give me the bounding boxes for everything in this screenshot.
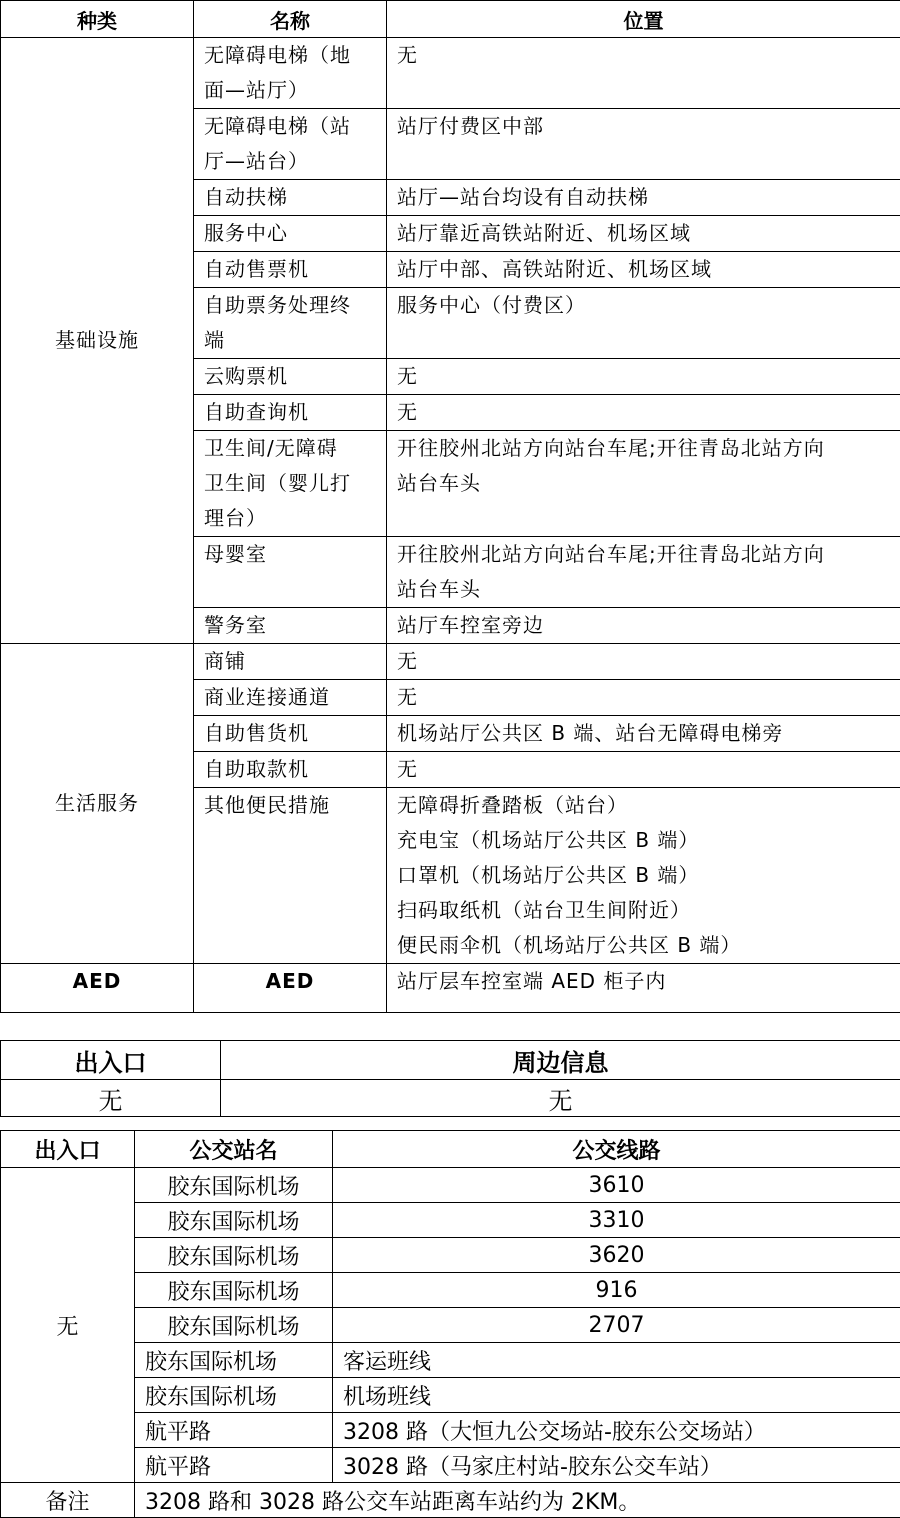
table-row [1,1413,900,1448]
aed-name: AED [194,964,387,1013]
table-row [1,1238,900,1273]
bus-stop-cell: 航平路 [135,1448,333,1483]
bus-stop-cell: 胶东国际机场 [135,1238,333,1273]
facility-name-cell [194,644,387,680]
aed-category: AED [1,964,194,1013]
facility-name: 商铺 [204,644,376,679]
facility-location: 口罩机（机场站厅公共区 B 端） [397,858,890,893]
exit-value: 无 [1,1080,221,1117]
facility-name-cell [194,431,387,537]
facility-location: 无 [397,644,890,679]
facility-name-cell [194,252,387,288]
bus-exit-cell: 无 [1,1168,135,1483]
facility-name: 自动扶梯 [204,180,376,215]
facility-name-cell [194,395,387,431]
note-label: 备注 [1,1483,135,1518]
facility-location: 无 [397,680,890,715]
facility-location: 开往胶州北站方向站台车尾;开往青岛北站方向 [397,431,890,466]
bus-route-cell: 3208 路（大恒九公交场站-胶东公交场站） [333,1413,900,1448]
header-location: 位置 [387,1,900,38]
facility-location: 站厅靠近高铁站附近、机场区域 [397,216,890,251]
header-name: 名称 [194,1,387,38]
header-bus-exit: 出入口 [1,1131,135,1168]
bus-route-cell: 3310 [333,1203,900,1238]
facility-name: 自助取款机 [204,752,376,787]
facility-location: 充电宝（机场站厅公共区 B 端） [397,823,890,858]
facility-location: 无障碍折叠踏板（站台） [397,788,890,823]
header-exit: 出入口 [1,1041,221,1080]
facility-location: 无 [397,38,890,73]
bus-route-cell: 916 [333,1273,900,1308]
aed-location: 站厅层车控室端 AED 柜子内 [387,964,900,1013]
facility-name: 无障碍电梯（站 [204,109,376,144]
facility-location: 站厅中部、高铁站附近、机场区域 [397,252,890,287]
facility-name-cell [194,680,387,716]
facility-name-cell [194,288,387,359]
facility-name-cell [194,608,387,644]
facility-location-cell [387,680,900,716]
surroundings-value: 无 [221,1080,900,1117]
facility-location: 机场站厅公共区 B 端、站台无障碍电梯旁 [397,716,890,751]
bus-stop-cell: 胶东国际机场 [135,1308,333,1343]
facility-location-cell [387,608,900,644]
facility-location: 开往胶州北站方向站台车尾;开往青岛北站方向 [397,537,890,572]
table-row [1,1343,900,1378]
facility-name: 端 [204,323,376,358]
facility-name: 面—站厅） [204,73,376,108]
table-row [1,1273,900,1308]
facility-location: 站厅车控室旁边 [397,608,890,643]
facility-location: 扫码取纸机（站台卫生间附近） [397,893,890,928]
facility-name: 自助售货机 [204,716,376,751]
header-category: 种类 [1,1,194,38]
table-row [1,644,900,680]
facility-name: 自动售票机 [204,252,376,287]
facility-location-cell [387,359,900,395]
bus-header-row [1,1131,900,1168]
facility-name: 卫生间/无障碍 [204,431,376,466]
facility-name: 警务室 [204,608,376,643]
facilities-body [1,38,900,1013]
table-row [1,1168,900,1203]
table-row [1,1308,900,1343]
bus-route-cell: 3610 [333,1168,900,1203]
facility-location-cell [387,216,900,252]
bus-stop-cell: 胶东国际机场 [135,1203,333,1238]
bus-stop-cell: 胶东国际机场 [135,1343,333,1378]
table-row [1,1203,900,1238]
facility-location-cell [387,752,900,788]
facility-name: 其他便民措施 [204,788,376,823]
facility-name-cell [194,180,387,216]
bus-route-cell: 机场班线 [333,1378,900,1413]
bus-stop-cell: 航平路 [135,1413,333,1448]
facility-name: 自助票务处理终 [204,288,376,323]
table-row [1,1483,900,1518]
table-row [1,1378,900,1413]
facility-name-cell [194,38,387,109]
header-bus-route: 公交线路 [333,1131,900,1168]
facility-location: 便民雨伞机（机场站厅公共区 B 端） [397,928,890,963]
facility-name-cell [194,788,387,964]
category-cell: 生活服务 [1,644,194,964]
bus-body [1,1168,900,1518]
bus-stop-cell: 胶东国际机场 [135,1378,333,1413]
bus-route-cell: 客运班线 [333,1343,900,1378]
facility-location: 站台车头 [397,466,890,501]
facility-location: 站厅付费区中部 [397,109,890,144]
facility-location-cell [387,537,900,608]
bus-stop-cell: 胶东国际机场 [135,1168,333,1203]
table-row [1,964,900,1013]
facility-location-cell [387,644,900,680]
facility-name-cell [194,216,387,252]
facility-location-cell [387,788,900,964]
category-cell: 基础设施 [1,38,194,644]
bus-table [0,1130,900,1518]
facility-location-cell [387,109,900,180]
facility-name: 商业连接通道 [204,680,376,715]
facility-name: 无障碍电梯（地 [204,38,376,73]
bus-route-cell: 3028 路（马家庄村站-胶东公交车站） [333,1448,900,1483]
facility-name-cell [194,716,387,752]
facility-location: 无 [397,395,890,430]
table-row [1,38,900,109]
facility-name: 卫生间（婴儿打 [204,466,376,501]
facility-name: 母婴室 [204,537,376,572]
table-row [1,1448,900,1483]
facility-name-cell [194,752,387,788]
surroundings-header-row [1,1041,900,1080]
facility-name-cell [194,109,387,180]
bus-stop-cell: 胶东国际机场 [135,1273,333,1308]
facility-name-cell [194,537,387,608]
facility-name: 理台） [204,501,376,536]
note-value: 3208 路和 3028 路公交车站距离车站约为 2KM。 [135,1483,900,1518]
surroundings-table [0,1040,900,1117]
facility-location-cell [387,252,900,288]
facility-location: 服务中心（付费区） [397,288,890,323]
facility-name: 服务中心 [204,216,376,251]
header-surroundings: 周边信息 [221,1041,900,1080]
facility-name: 云购票机 [204,359,376,394]
bus-route-cell: 3620 [333,1238,900,1273]
facilities-header-row [1,1,900,38]
facility-name: 自助查询机 [204,395,376,430]
facility-location: 无 [397,359,890,394]
facility-name: 厅—站台） [204,144,376,179]
facility-name-cell [194,359,387,395]
facility-location-cell [387,288,900,359]
facility-location: 站厅—站台均设有自动扶梯 [397,180,890,215]
facility-location-cell [387,395,900,431]
bus-route-cell: 2707 [333,1308,900,1343]
facility-location: 站台车头 [397,572,890,607]
facility-location-cell [387,180,900,216]
facility-location: 无 [397,752,890,787]
header-bus-stop: 公交站名 [135,1131,333,1168]
table-row [1,1080,900,1117]
facility-location-cell [387,716,900,752]
facility-location-cell [387,38,900,109]
facility-location-cell [387,431,900,537]
